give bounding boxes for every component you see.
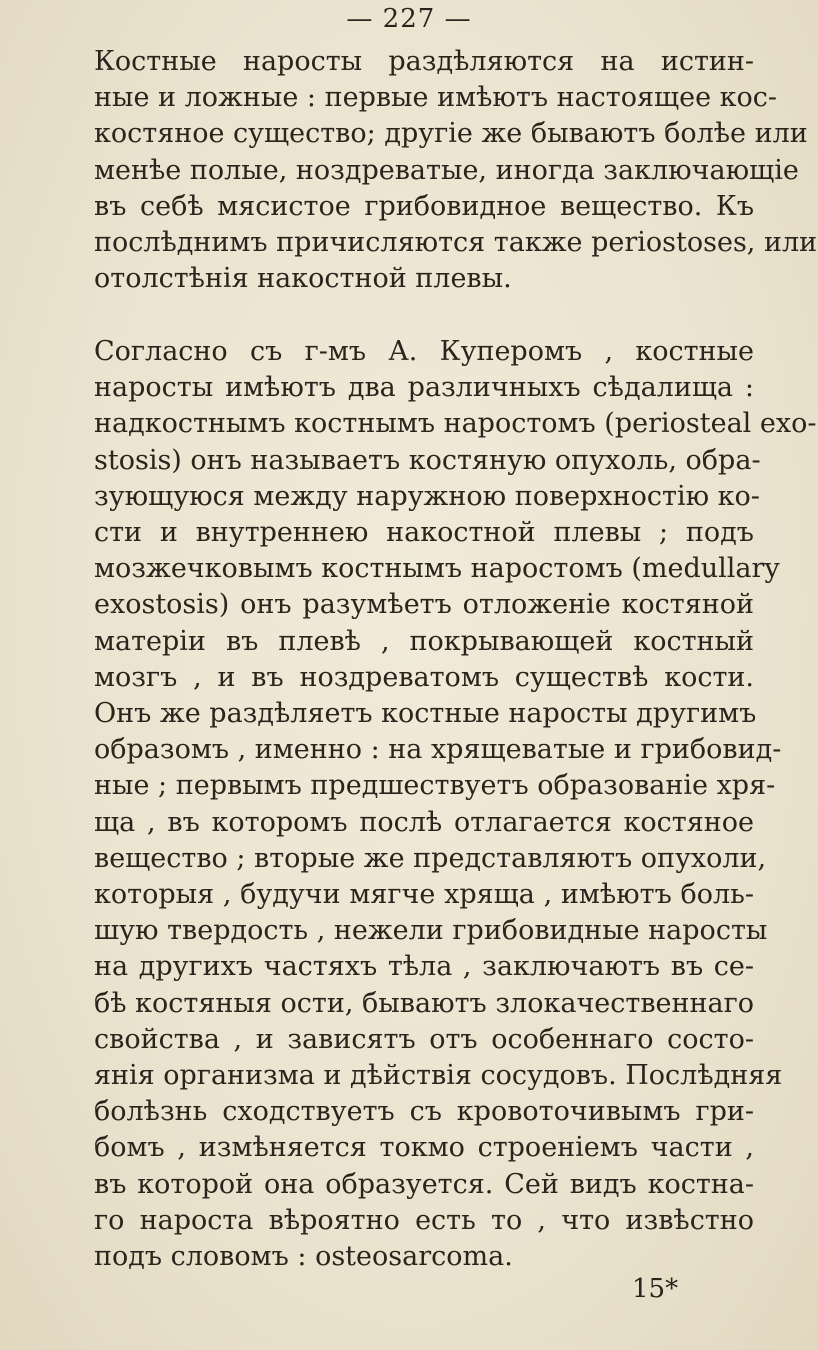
paragraph-line: въ себѣ мясистое грибовидное вещество. Къ xyxy=(94,190,754,222)
paragraph-line: болѣзнь сходствуетъ съ кровоточивымъ гри- xyxy=(94,1096,754,1128)
paragraph-line: костяное существо; другіе же бываютъ болѣе или xyxy=(94,118,808,150)
paragraph-line: Согласно съ г-мъ А. Куперомъ , костные xyxy=(94,336,754,367)
paragraph-line: отолстѣнія накостной плевы. xyxy=(94,263,512,295)
paragraph-line: послѣднимъ причисляются также periostoses, или xyxy=(94,227,818,259)
paragraph-line: шую твердость , нежели грибовидные наросты xyxy=(94,915,768,947)
paragraph-line: въ которой она образуется. Сей видъ костна- xyxy=(94,1168,754,1200)
paragraph-line: сти и внутреннею накостной плевы ; подъ xyxy=(94,517,754,549)
paragraph-line: ные ; первымъ предшествуетъ образованіе хря- xyxy=(94,770,776,802)
page-number: — 227 — xyxy=(346,4,472,34)
paragraph-line: подъ словомъ : osteosarcoma. xyxy=(94,1241,513,1273)
paragraph-line: ные и ложные : первые имѣютъ настоящее кос- xyxy=(94,82,778,114)
paragraph-line: Онъ же раздѣляетъ костные наросты другимъ xyxy=(94,698,757,730)
paragraph-line: Костные наросты раздѣляются на истин- xyxy=(94,46,754,77)
paragraph-line: вещество ; вторые же представляютъ опухоли, xyxy=(94,842,767,874)
paragraph-line: менѣе полые, ноздреватые, иногда заключающіе xyxy=(94,154,799,186)
paragraph-line: мозгъ , и въ ноздреватомъ существѣ кости. xyxy=(94,661,754,693)
paragraph-line: мозжечковымъ костнымъ наростомъ (medullary xyxy=(94,553,780,585)
paragraph-line: наросты имѣютъ два различныхъ сѣдалища : xyxy=(94,372,754,404)
paragraph-line: свойства , и зависятъ отъ особеннаго состо- xyxy=(94,1023,754,1055)
paragraph-line: ща , въ которомъ послѣ отлагается костяное xyxy=(94,806,754,838)
paragraph-line: exostosis) онъ разумѣетъ отложеніе костяной xyxy=(94,589,754,621)
paragraph-line: на другихъ частяхъ тѣла , заключаютъ въ се- xyxy=(94,951,754,983)
paragraph-line: зующуюся между наружною поверхностію ко- xyxy=(94,480,760,512)
paragraph-line: бомъ , измѣняется токмо строеніемъ части , xyxy=(94,1132,754,1164)
paragraph-line: янія организма и дѣйствія сосудовъ. Послѣдняя xyxy=(94,1060,783,1092)
paragraph-line: которыя , будучи мягче хряща , имѣютъ боль- xyxy=(94,879,754,911)
paragraph-1 xyxy=(94,44,818,297)
paragraph-line: го нароста вѣроятно есть то , что извѣстно xyxy=(94,1204,754,1236)
paragraph-2 xyxy=(94,334,817,1275)
paragraph-line: матеріи въ плевѣ , покрывающей костный xyxy=(94,625,754,657)
paragraph-line: образомъ , именно : на хрящеватые и грибовид- xyxy=(94,734,782,766)
paragraph-line: бѣ костяныя ости, бываютъ злокачественнаго xyxy=(94,987,754,1019)
signature-mark: 15* xyxy=(632,1274,679,1304)
paragraph-line: stosis) онъ называетъ костяную опухоль, обра- xyxy=(94,444,761,476)
paragraph-line: надкостнымъ костнымъ наростомъ (periosteal exo- xyxy=(94,408,817,440)
